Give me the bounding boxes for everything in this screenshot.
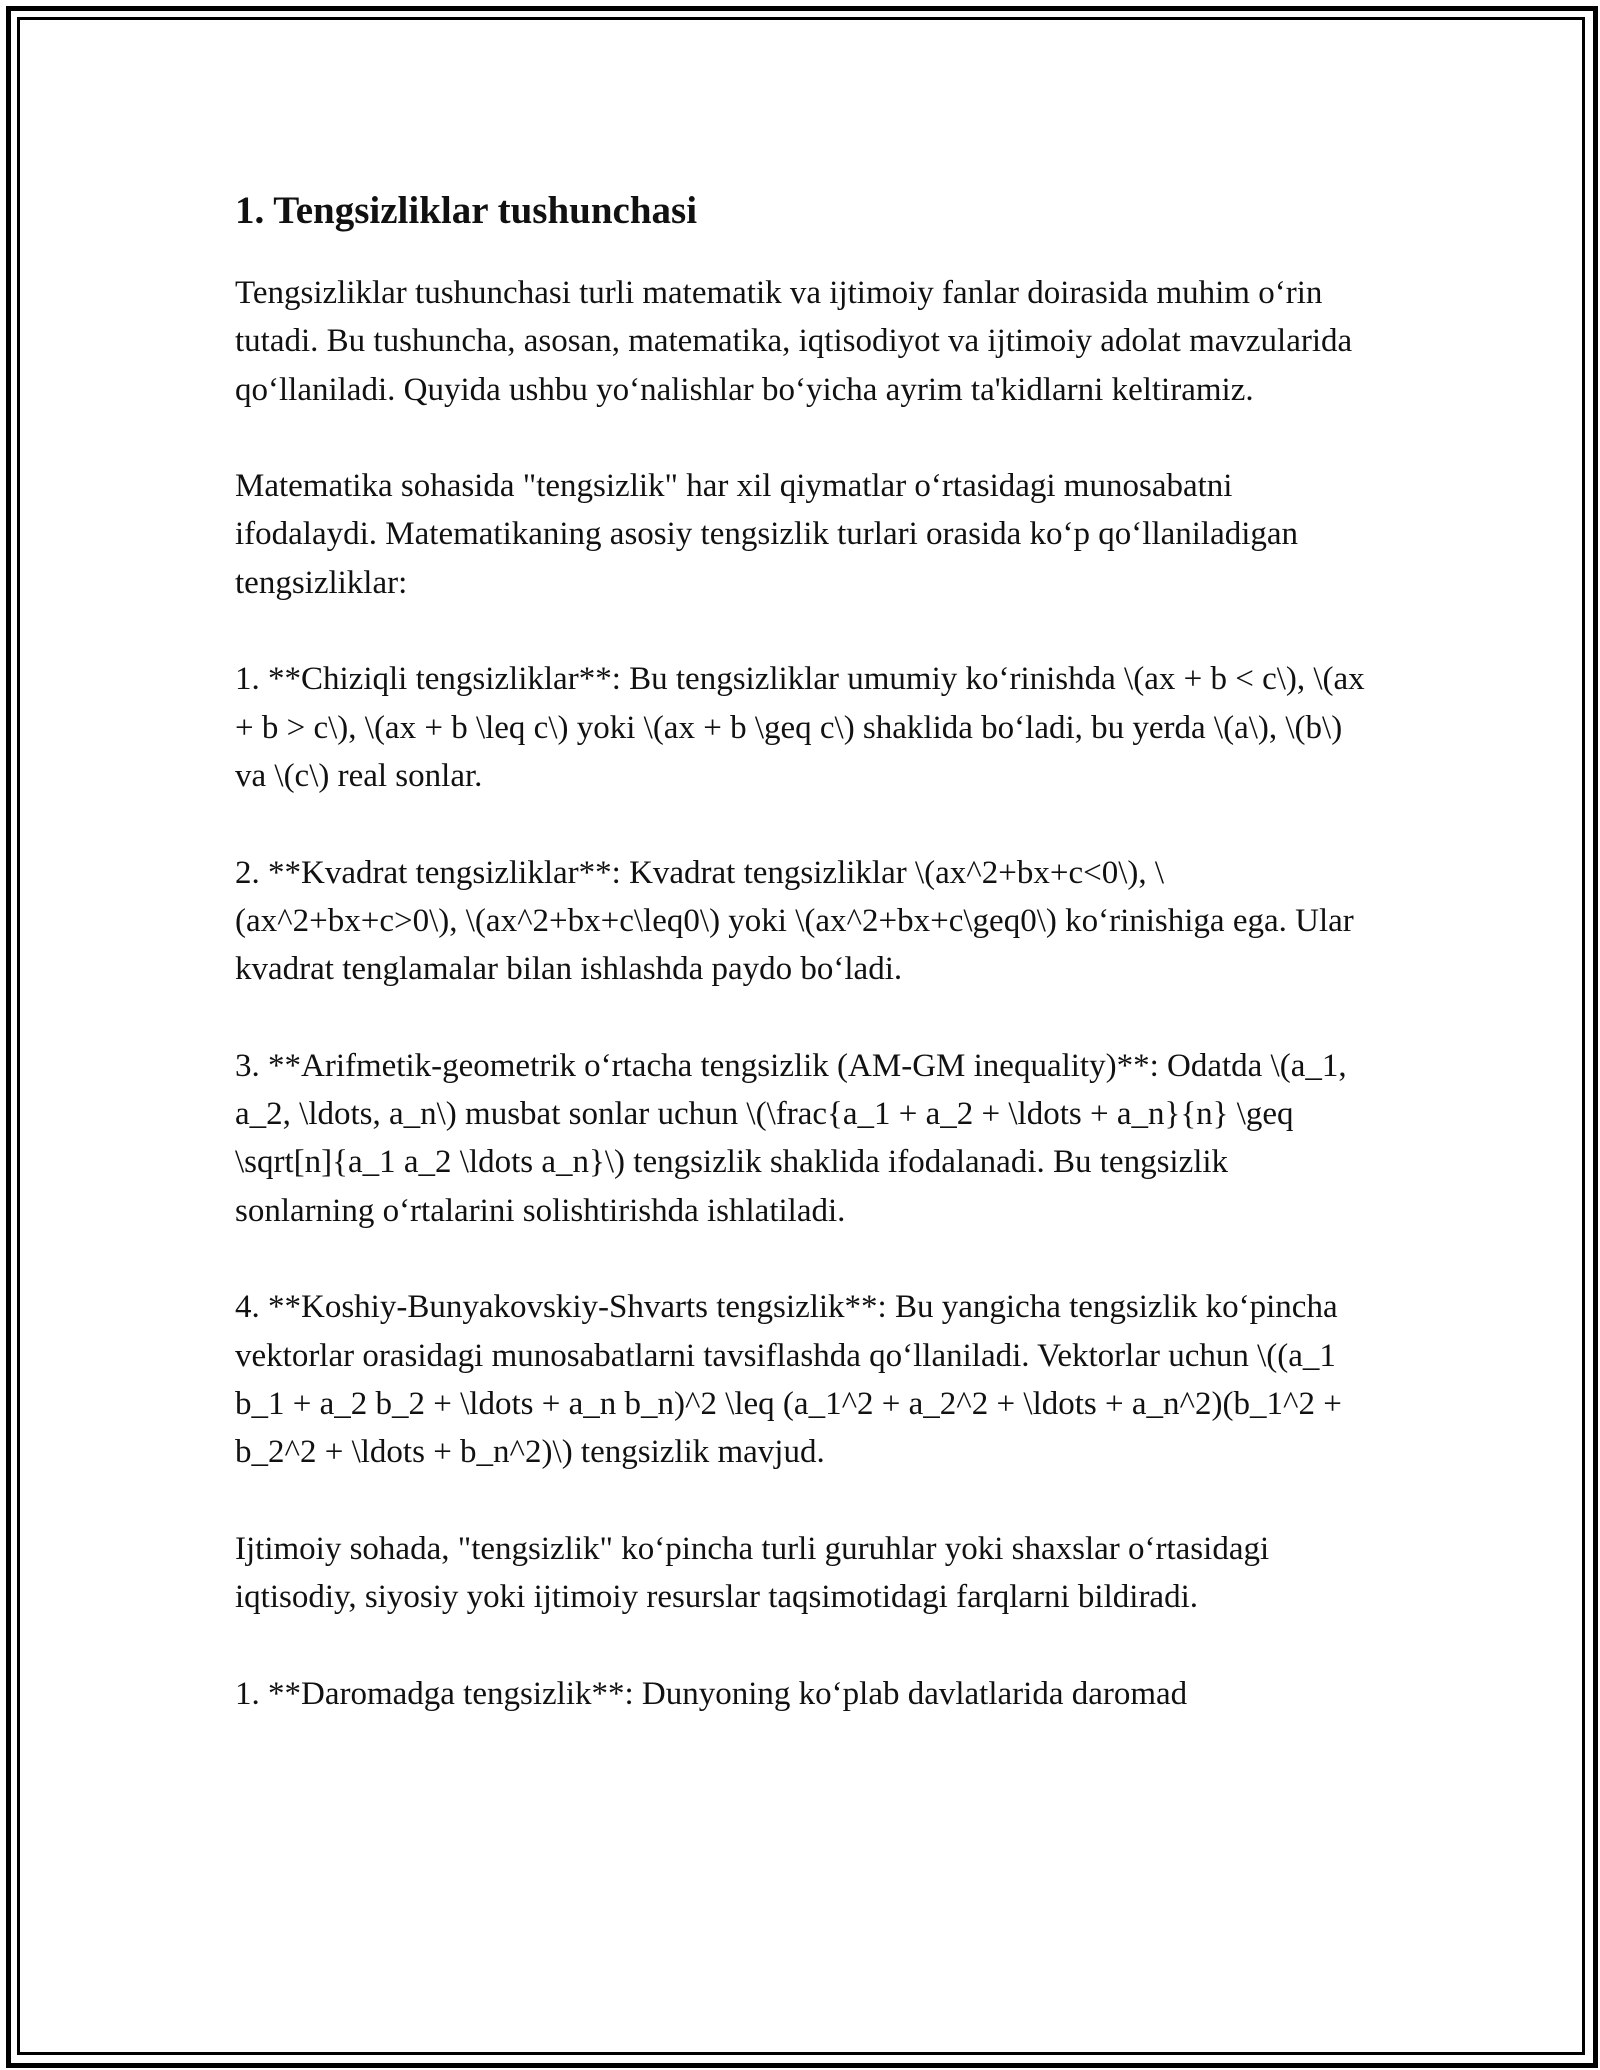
list-item-quadratic: 2. **Kvadrat tengsizliklar**: Kvadrat tengsizliklar \(ax^2+bx+c<0\), \(ax^2+bx+c>0\), \(ax^2+bx+c\leq0\) yoki \(ax^2+bx+c\geq0\) ko‘rinishiga ega. Ular kvadrat tenglamalar bilan ishlashda paydo bo‘ladi.: [235, 854, 1354, 988]
document-body: [235, 186, 1375, 1766]
section-heading: 1. Tengsizliklar tushunchasi: [235, 189, 698, 232]
list-item-cauchy-schwarz: 4. **Koshiy-Bunyakovskiy-Shvarts tengsizlik**: Bu yangicha tengsizlik ko‘pincha vektorlar orasidagi munosabatlarni tavsiflashda qo‘llaniladi. Vektorlar uchun \((a_1 b_1 + a_2 b_2 + \ldots + a_n b_n)^2 \leq (a_1^2 + a_2^2 + \ldots + a_n^2)(b_1^2 + b_2^2 + \ldots + b_n^2)\) tengsizlik mavjud.: [235, 1289, 1342, 1471]
paragraph-intro: Tengsizliklar tushunchasi turli matematik va ijtimoiy fanlar doirasida muhim o‘rin tutadi. Bu tushuncha, asosan, matematika, iqtisodiyot va ijtimoiy adolat mavzularida qo‘llaniladi. Quyida ushbu yo‘nalishlar bo‘yicha ayrim ta'kidlarni keltiramiz.: [235, 275, 1353, 408]
list-item-linear: 1. **Chiziqli tengsizliklar**: Bu tengsizliklar umumiy ko‘rinishda \(ax + b < c\), \(ax + b > c\), \(ax + b \leq c\) yoki \(ax + b \geq c\) shaklida bo‘ladi, bu yerda \(a\), \(b\) va \(c\) real sonlar.: [235, 661, 1365, 794]
paragraph-social-intro: Ijtimoiy sohada, "tengsizlik" ko‘pincha turli guruhlar yoki shaxslar o‘rtasidagi iqtisodiy, siyosiy yoki ijtimoiy resurslar taqsimotidagi farqlarni bildiradi.: [235, 1530, 1270, 1616]
list-item-am-gm: 3. **Arifmetik-geometrik o‘rtacha tengsizlik (AM-GM inequality)**: Odatda \(a_1, a_2, \ldots, a_n\) musbat sonlar uchun \(\frac{a_1 + a_2 + \ldots + a_n}{n} \geq \sqrt[n]{a_1 a_2 \ldots a_n}\) tengsizlik shaklida ifodalanadi. Bu tengsizlik sonlarning o‘rtalarini solishtirishda ishlatiladi.: [235, 1047, 1347, 1229]
paragraph-math-intro: Matematika sohasida "tengsizlik" har xil qiymatlar o‘rtasidagi munosabatni ifodalaydi. Matematikaning asosiy tengsizlik turlari orasida ko‘p qo‘llaniladigan tengsizliklar:: [235, 468, 1299, 601]
list-item-income: 1. **Daromadga tengsizlik**: Dunyoning ko‘plab davlatlarida daromad: [235, 1675, 1188, 1712]
